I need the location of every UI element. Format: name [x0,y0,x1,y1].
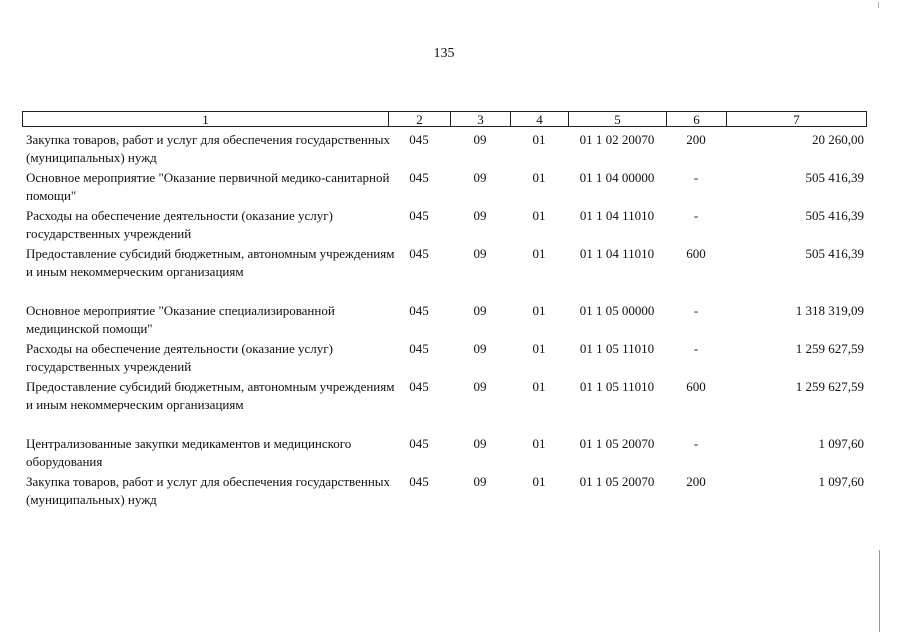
row-col-6: 200 [686,132,706,147]
row-name: Расходы на обеспечение деятельности (оказание услуг) государственных учреждений [26,208,333,241]
table-row [0,245,905,285]
row-col-7: 1 097,60 [818,474,864,489]
row-col-5: 01 1 05 11010 [579,379,655,394]
row-col-4: 01 [532,246,546,261]
row-col-3: 09 [473,303,487,318]
row-col-6: 600 [686,379,706,394]
row-col-6: 200 [686,474,706,489]
row-col-7: 1 259 627,59 [795,379,864,394]
row-name: Централизованные закупки медикаментов и медицинского оборудования [26,436,352,469]
row-col-5: 01 1 05 00000 [579,303,655,318]
row-col-4: 01 [532,436,546,451]
row-col-7: 505 416,39 [805,246,864,261]
row-col-2: 045 [409,474,429,489]
row-col-5: 01 1 04 00000 [579,170,655,185]
row-col-3: 09 [473,170,487,185]
table-row [0,131,905,171]
row-col-6: - [693,170,699,185]
row-col-4: 01 [532,379,546,394]
row-col-3: 09 [473,379,487,394]
row-col-2: 045 [409,208,429,223]
table-row [0,207,905,247]
header-col-4: 4 [510,111,568,127]
row-name: Основное мероприятие "Оказание специализированной медицинской помощи" [26,303,335,336]
table-row [0,435,905,475]
header-col-1: 1 [22,111,388,127]
scan-edge-mark [878,2,879,8]
row-col-3: 09 [473,208,487,223]
table-row [0,378,905,418]
header-col-5: 5 [568,111,666,127]
row-col-6: - [693,436,699,451]
row-col-3: 09 [473,474,487,489]
row-col-4: 01 [532,303,546,318]
row-col-2: 045 [409,246,429,261]
row-col-4: 01 [532,208,546,223]
row-col-6: - [693,208,699,223]
row-col-4: 01 [532,170,546,185]
row-col-7: 505 416,39 [805,208,864,223]
header-col-2: 2 [388,111,450,127]
row-col-7: 1 318 319,09 [795,303,864,318]
row-col-5: 01 1 05 11010 [579,341,655,356]
row-col-7: 1 259 627,59 [795,341,864,356]
header-col-6: 6 [666,111,726,127]
row-col-6: - [693,303,699,318]
row-name: Предоставление субсидий бюджетным, автономным учреждениям и иным некоммерческим организациям [26,246,395,279]
row-col-7: 1 097,60 [818,436,864,451]
row-col-5: 01 1 02 20070 [579,132,655,147]
header-col-3: 3 [450,111,510,127]
row-col-4: 01 [532,341,546,356]
row-col-4: 01 [532,474,546,489]
row-col-2: 045 [409,132,429,147]
row-col-5: 01 1 04 11010 [579,246,655,261]
row-col-3: 09 [473,132,487,147]
row-col-4: 01 [532,132,546,147]
row-name: Основное мероприятие "Оказание первичной медико-санитарной помощи" [26,170,390,203]
row-col-6: - [693,341,699,356]
row-col-2: 045 [409,303,429,318]
table-row [0,340,905,380]
page-number: 135 [433,46,455,61]
scan-edge-line [879,550,880,632]
row-col-2: 045 [409,436,429,451]
table-row [0,169,905,209]
row-col-5: 01 1 04 11010 [579,208,655,223]
row-col-2: 045 [409,341,429,356]
row-name: Закупка товаров, работ и услуг для обеспечения государственных (муниципальных) нужд [26,474,391,507]
header-col-7: 7 [726,111,867,127]
row-name: Закупка товаров, работ и услуг для обеспечения государственных (муниципальных) нужд [26,132,391,165]
row-col-3: 09 [473,341,487,356]
row-col-6: 600 [686,246,706,261]
row-col-5: 01 1 05 20070 [579,474,655,489]
row-col-5: 01 1 05 20070 [579,436,655,451]
table-row [0,302,905,342]
row-col-3: 09 [473,246,487,261]
table-row [0,473,905,513]
row-name: Предоставление субсидий бюджетным, автономным учреждениям и иным некоммерческим организациям [26,379,395,412]
row-col-3: 09 [473,436,487,451]
row-col-7: 505 416,39 [805,170,864,185]
row-name: Расходы на обеспечение деятельности (оказание услуг) государственных учреждений [26,341,333,374]
row-col-7: 20 260,00 [812,132,864,147]
row-col-2: 045 [409,170,429,185]
row-col-2: 045 [409,379,429,394]
